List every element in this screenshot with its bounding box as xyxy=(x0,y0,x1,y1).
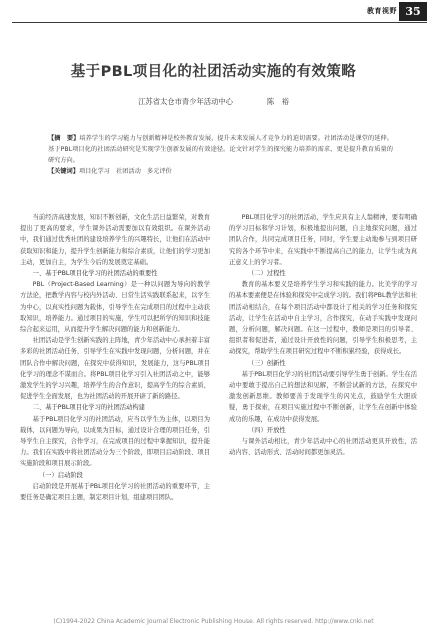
body-paragraph-left-2: PBL（Project-Based Learning）是一种以问题为导向的教学方法论，把教学内容与校内外活动、日常生活实践联系起来，以学生为中心，以真实性问题为载体，引导学生在完成项目的过程中主动获取知识，培养能力。通过项目的实施，学生可以把所学的知识和技能综合起来运用，从而提升学生解决问题的能力和创新能力。 xyxy=(20,281,210,334)
abstract-block xyxy=(48,133,393,177)
section-heading-right-3: （三）创新性 xyxy=(247,359,286,367)
body-paragraph-left-0: 当前经济高速发展，知识不断创新，文化生活日益繁荣，对教育提出了更高的要求，学生课外活动需要加以有效组织。在课外活动中，我们通过优秀社团的建设培养学生的兴趣特长，让他们在活动中获取知识和能力，提升学生创新能力和综合素质，让他们的学习更加主动，更加自主，为学生今后的发展奠定基础。 xyxy=(20,214,210,266)
keywords-text: 项目化学习 社团活动 多元评价 xyxy=(78,168,172,175)
journal-section-label: 教育视野 xyxy=(367,7,397,15)
body-paragraph-left-7: 启动阶段是开展基于PBL项目化学习的社团活动的重要环节，主要任务是确定项目主题，制定项目计划，组建项目团队。 xyxy=(20,482,210,502)
article-title: 基于PBL项目化的社团活动实施的有效策略 xyxy=(70,64,357,80)
section-heading-left-6: （一）启动阶段 xyxy=(38,471,83,479)
author-affiliation: 江苏省太仓市青少年活动中心 xyxy=(138,97,233,106)
body-column-left xyxy=(20,212,210,503)
abstract-label: 【摘 要】 xyxy=(48,135,80,142)
body-column-right xyxy=(229,212,417,458)
section-heading-left-4: 二、基于PBL项目化学习的社团活动构建 xyxy=(32,404,145,412)
section-heading-left-1: 一、基于PBL项目化学习的社团活动的重要性 xyxy=(32,270,158,278)
body-paragraph-left-5: 基于PBL项目化学习的社团活动，应当以学生为主体，以项目为载体，以问题为导向，以成果为目标，通过设计合理的项目任务，引导学生自主探究，合作学习，在完成项目的过程中掌握知识，提升能力。我们在实践中将社团活动分为三个阶段，即项目启动阶段、项目实施阶段和项目展示阶段。 xyxy=(20,415,210,468)
body-paragraph-right-4: 基于PBL项目化学习的社团活动要引导学生勇于创新。学生在活动中要敢于提出自己的想法和见解，不断尝试新的方法，在探究中激发创新思维。教师要善于发现学生的闪光点，鼓励学生大胆质疑，勇于探索，在项目实施过程中不断创新，让学生在创新中体验成功的乐趣，在成功中获得发展。 xyxy=(229,370,417,423)
keywords-line xyxy=(48,166,393,177)
body-paragraph-right-0: PBL项目化学习的社团活动，学生应具有主人翁精神，要有明确的学习目标和学习计划，积极地提出问题，自主地探究问题，通过团队合作，共同完成项目任务，同时，学生要主动地参与到项目研究的各个环节中来，在实践中不断提高自己的能力，让学生成为真正意义上的学习者。 xyxy=(229,214,417,266)
page-number-badge: 35 xyxy=(399,2,427,21)
header-rule xyxy=(12,22,427,23)
abstract-text: 培养学生的学习能力与创新精神是校外教育发展，提升未来发展人才竞争力的迫切需要。社团活动是课堂的延伸。基于PBL项目化的社团活动研究是实现学生创新发展的有效途径。论文针对学生的探究能力培养的需求，更是提升教育质量的研究方向。 xyxy=(48,135,394,164)
section-heading-right-1: （二）过程性 xyxy=(247,270,286,278)
author-name: 陈 裕 xyxy=(266,97,289,106)
abstract-paragraph xyxy=(48,133,393,166)
body-paragraph-right-6: 与课外活动相比，青少年活动中心的社团活动更具开放性，活动内容、活动形式、活动时间都更加灵活。 xyxy=(229,438,417,457)
copyright-footer: (C)1994-2022 China Academic Journal Electronic Publishing House. All rights reserved. http://www.cnki.net xyxy=(53,618,374,625)
body-paragraph-right-2: 教育的基本要义是培养学生学习和实践的能力。比美学的学习的基本要素便是在体验和探究中完成学习的。我们将PBL教学法和社团活动相结合，在每个项目活动中都设计了相关的学习任务和探究活动，让学生在活动中自主学习，合作探究，在动手实践中发现问题，分析问题，解决问题。在这一过程中，教师是项目的引导者、组织者和促进者，通过设计开放性的问题，引导学生积极思考，主动探究，帮助学生在项目研究过程中不断积累经验，获得成长。 xyxy=(229,281,417,356)
author-line xyxy=(0,97,427,107)
section-heading-right-5: （四）开放性 xyxy=(247,426,286,434)
body-paragraph-left-3: 社团活动是学生创新实践的主阵地，青少年活动中心承担着丰富多彩的社团活动任务，引导学生在实践中发现问题，分析问题，并在团队合作中解决问题，在探究中获得知识，发展能力，这与PBL项目化学习的理念不谋而合。将PBL项目化学习引入社团活动之中，能够激发学生的学习兴趣，培养学生的合作意识，提高学生的综合素质，促进学生全面发展，也为社团活动的开展开辟了新的路径。 xyxy=(20,337,210,401)
keywords-label: 【关键词】 xyxy=(48,168,79,175)
